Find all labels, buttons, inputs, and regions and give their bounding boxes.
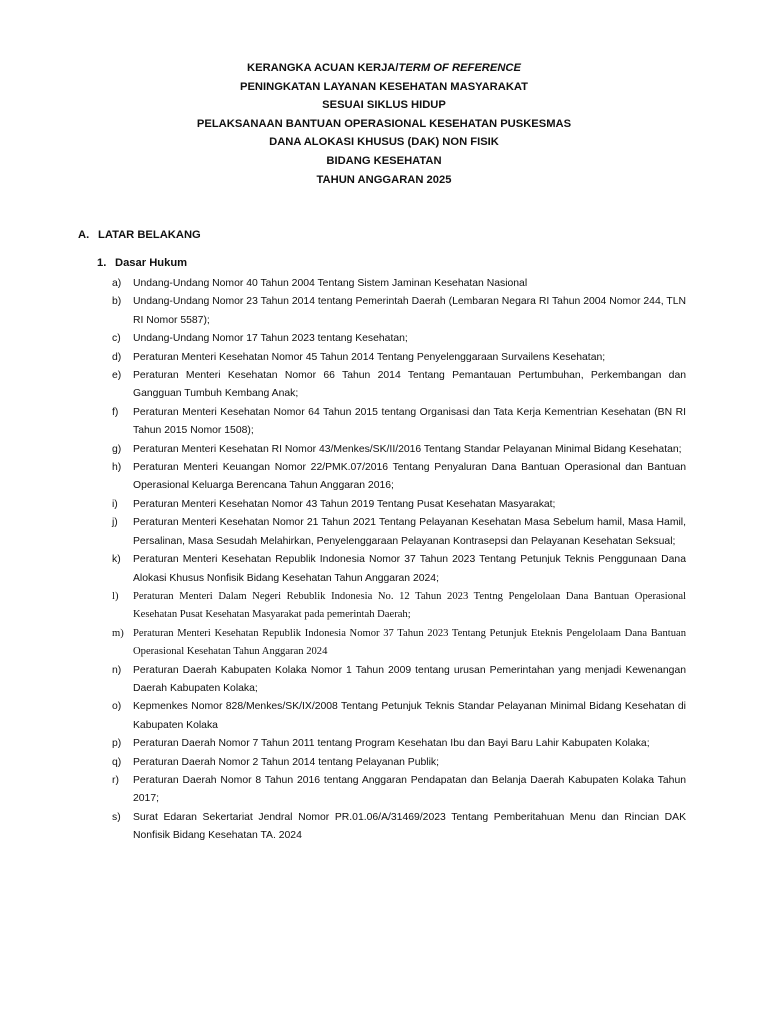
list-marker: k) (112, 554, 121, 566)
header-title-italic: TERM OF REFERENCE (398, 62, 521, 74)
list-item (112, 625, 686, 662)
subsection-title: Dasar Hukum (115, 257, 188, 269)
list-item (112, 330, 686, 348)
list-item (112, 772, 686, 809)
list-item (112, 698, 686, 735)
list-item-text: Peraturan Menteri Kesehatan Republik Indonesia Nomor 37 Tahun 2023 Tentang Petunjuk Teknis Penggunaan Dana Alokasi Khusus Nonfisik Bidang Kesehatan Tahun Anggaran 2024; (133, 554, 686, 584)
header-line-6: BIDANG KESEHATAN (326, 154, 442, 167)
list-marker: h) (112, 462, 122, 474)
list-item-text: Peraturan Menteri Dalam Negeri Rebublik Indonesia No. 12 Tahun 2023 Tentng Pengelolaan Dana Bantuan Operasional Kesehatan Pusat Kesehatan Masyarakat pada pemerintah Daerah; (133, 590, 686, 621)
list-item-text: Peraturan Menteri Kesehatan Nomor 45 Tahun 2014 Tentang Penyelenggaraan Survailens Kesehatan; (133, 351, 606, 363)
list-item (112, 754, 686, 772)
list-marker: s) (112, 811, 121, 823)
list-marker: q) (112, 756, 122, 768)
list-item (112, 735, 686, 753)
list-item (112, 551, 686, 588)
list-item-text: Peraturan Menteri Kesehatan Nomor 64 Tahun 2015 tentang Organisasi dan Tata Kerja Kementrian Kesehatan (BN RI Tahun 2015 Nomor 1508); (133, 406, 686, 437)
list-item (112, 662, 686, 699)
document-header (80, 59, 688, 189)
header-line-2: PENINGKATAN LAYANAN KESEHATAN MASYARAKAT (240, 80, 528, 93)
list-item-text: Peraturan Menteri Kesehatan Nomor 21 Tahun 2021 Tentang Pelayanan Kesehatan Masa Sebelum hamil, Masa Hamil, Persalinan, Masa Sesudah Melahirkan, Penyelenggaraan Pelayanan Kontrasepsi dan Pelayanan Kesehatan Seksual; (133, 517, 686, 547)
list-marker: r) (112, 774, 119, 786)
list-item-text: Peraturan Menteri Keuangan Nomor 22/PMK.07/2016 Tentang Penyaluran Dana Bantuan Operasional dan Bantuan Operasional Keluarga Berencana Tahun Anggaran 2016; (133, 462, 686, 492)
list-marker: m) (112, 627, 124, 639)
list-marker: n) (112, 664, 122, 676)
list-item-text: Peraturan Daerah Kabupaten Kolaka Nomor 1 Tahun 2009 tentang urusan Pemerintahan yang menjadi Kewenangan Daerah Kabupaten Kolaka; (133, 664, 686, 694)
list-item-text: Kepmenkes Nomor 828/Menkes/SK/IX/2008 Tentang Petunjuk Teknis Standar Pelayanan Minimal Bidang Kesehatan di Kabupaten Kolaka (133, 701, 686, 731)
list-item-text: Undang-Undang Nomor 23 Tahun 2014 tentang Pemerintah Daerah (Lembaran Negara RI Tahun 2004 Nomor 244, TLN RI Nomor 5587); (133, 296, 686, 326)
list-item (112, 349, 686, 367)
list-item-text: Peraturan Menteri Kesehatan Republik Indonesia Nomor 37 Tahun 2023 Tentang Petunjuk Eteknis Pengelolaam Dana Bantuan Operasional Kesehatan Tahun Anggaran 2024 (133, 627, 686, 658)
list-item (112, 367, 686, 404)
list-item-text: Surat Edaran Sekertariat Jendral Nomor PR.01.06/A/31469/2023 Tentang Pemberitahuan Menu dan Rincian DAK Nonfisik Bidang Kesehatan TA. 2024 (133, 811, 686, 842)
list-item (112, 459, 686, 496)
list-item (112, 514, 686, 551)
list-item (112, 275, 686, 293)
legal-basis-list (112, 275, 686, 846)
list-item-text: Peraturan Menteri Kesehatan Nomor 43 Tahun 2019 Tentang Pusat Kesehatan Masyarakat; (133, 498, 556, 510)
list-item-text: Undang-Undang Nomor 17 Tahun 2023 tentang Kesehatan; (133, 333, 408, 345)
list-item-text: Undang-Undang Nomor 40 Tahun 2004 Tentang Sistem Jaminan Kesehatan Nasional (133, 278, 528, 289)
list-marker: p) (112, 738, 122, 750)
list-marker: f) (112, 406, 119, 418)
list-item (112, 809, 686, 846)
list-item (112, 441, 686, 459)
list-marker: o) (112, 701, 122, 713)
header-line-3: SESUAI SIKLUS HIDUP (322, 99, 446, 112)
header-title-main: KERANGKA ACUAN KERJA/ (247, 62, 399, 74)
list-marker: g) (112, 443, 122, 455)
list-marker: a) (112, 278, 122, 289)
section-letter: A. (78, 229, 90, 241)
list-marker: e) (112, 370, 122, 382)
list-item-text: Peraturan Menteri Kesehatan Nomor 66 Tahun 2014 Tentang Pemantauan Pertumbuhan, Perkembangan dan Gangguan Tumbuh Kembang Anak; (133, 370, 686, 400)
list-item (112, 404, 686, 441)
header-line-7: TAHUN ANGGARAN 2025 (316, 173, 452, 186)
header-line-4: PELAKSANAAN BANTUAN OPERASIONAL KESEHATAN PUSKESMAS (196, 117, 572, 130)
section-title: LATAR BELAKANG (98, 229, 201, 241)
list-item-text: Peraturan Menteri Kesehatan RI Nomor 43/Menkes/SK/II/2016 Tentang Standar Pelayanan Minimal Bidang Kesehatan; (133, 443, 682, 455)
list-item-text: Peraturan Daerah Nomor 8 Tahun 2016 tentang Anggaran Pendapatan dan Belanja Daerah Kabupaten Kolaka Tahun 2017; (133, 774, 686, 805)
list-marker: c) (112, 333, 121, 345)
header-line-5: DANA ALOKASI KHUSUS (DAK) NON FISIK (269, 136, 499, 149)
list-item (112, 293, 686, 330)
subsection-heading (97, 257, 187, 269)
list-marker: b) (112, 296, 122, 308)
list-item (112, 496, 686, 514)
list-marker: i) (112, 498, 118, 510)
list-item-text: Peraturan Daerah Nomor 7 Tahun 2011 tentang Program Kesehatan Ibu dan Bayi Baru Lahir Kabupaten Kolaka; (133, 738, 650, 750)
list-marker: j) (112, 517, 118, 529)
subsection-number: 1. (97, 257, 107, 269)
list-marker: l) (112, 590, 119, 602)
header-line-1 (80, 59, 688, 78)
list-item-text: Peraturan Daerah Nomor 2 Tahun 2014 tentang Pelayanan Publik; (133, 756, 439, 768)
section-heading (78, 229, 201, 241)
list-marker: d) (112, 351, 122, 363)
list-item (112, 588, 686, 625)
